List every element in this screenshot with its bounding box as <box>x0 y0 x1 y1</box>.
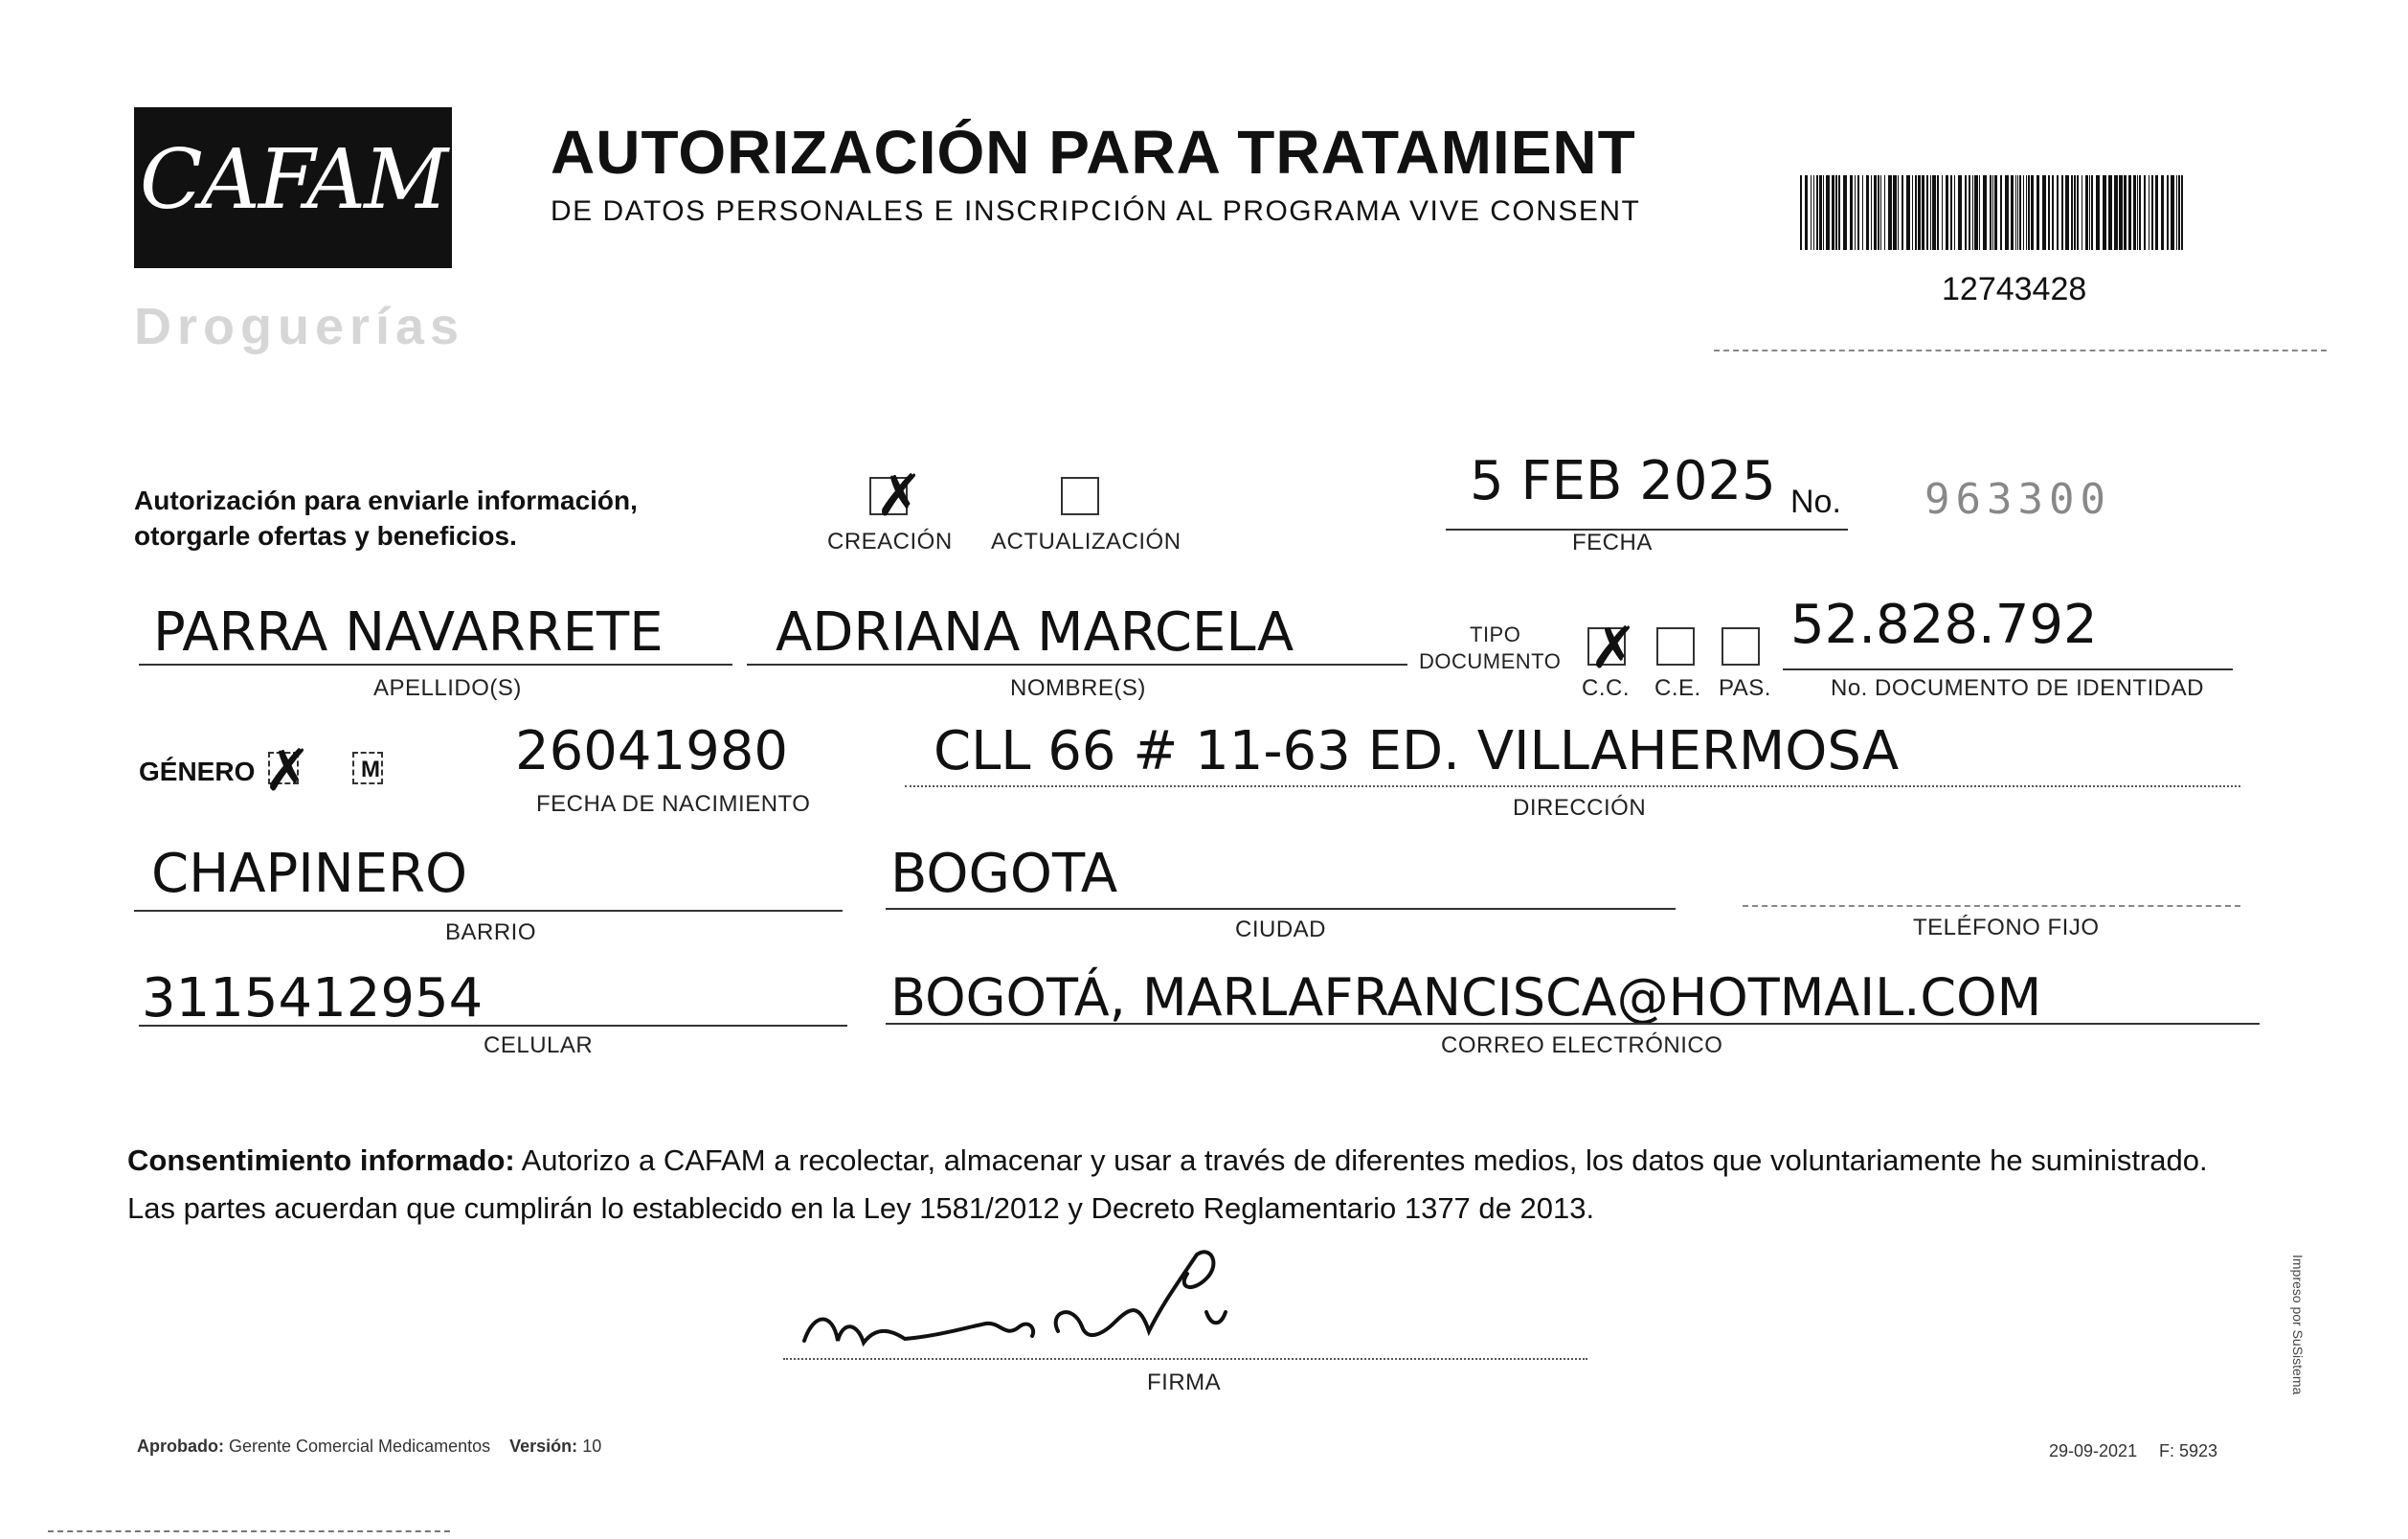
cc-check-mark: ✗ <box>1589 615 1638 682</box>
fecha-nacimiento-value: 26041980 <box>515 720 789 782</box>
nombres-label: NOMBRE(S) <box>1010 675 1146 701</box>
footer-approval <box>137 1437 601 1457</box>
consent-line2: Las partes acuerdan que cumplirán lo establecido en la Ley 1581/2012 y Decreto Reglamentario 1377 de 2013. <box>127 1191 1595 1225</box>
bottom-dashed-line <box>48 1530 450 1532</box>
signature-label: FIRMA <box>1147 1369 1222 1395</box>
footer-date: 29-09-2021 <box>2049 1441 2138 1460</box>
number-label: No. <box>1790 484 1841 520</box>
ce-label: C.E. <box>1654 675 1701 701</box>
correo-label: CORREO ELECTRÓNICO <box>1441 1032 1723 1058</box>
barrio-value: CHAPINERO <box>151 843 468 905</box>
consent-heading: Consentimiento informado: <box>127 1143 515 1177</box>
celular-line <box>139 1025 847 1027</box>
gender-f-check-mark: ✗ <box>263 737 312 804</box>
creation-label: CREACIÓN <box>827 529 953 554</box>
genero-label: GÉNERO <box>139 757 256 786</box>
correo-line <box>886 1023 2260 1025</box>
pas-checkbox[interactable] <box>1722 627 1760 666</box>
ce-checkbox[interactable] <box>1656 627 1695 666</box>
gender-m-label: M <box>361 757 380 782</box>
footer-form-code: F: 5923 <box>2159 1441 2218 1460</box>
documento-identidad-label: No. DOCUMENTO DE IDENTIDAD <box>1831 675 2204 701</box>
authorization-label-line2: otorgarle ofertas y beneficios. <box>134 521 517 551</box>
direccion-line <box>905 785 2240 787</box>
aprobado-label: Aprobado: <box>137 1437 224 1456</box>
form-number: 963300 <box>1924 475 2111 524</box>
fecha-nacimiento-label: FECHA DE NACIMIENTO <box>536 791 811 817</box>
ciudad-line <box>886 908 1676 910</box>
barrio-label: BARRIO <box>445 919 537 945</box>
nombres-value: ADRIANA MARCELA <box>776 601 1294 664</box>
consent-line1 <box>127 1136 2208 1186</box>
direccion-value: CLL 66 # 11-63 ED. VILLAHERMOSA <box>934 720 1900 782</box>
ciudad-value: BOGOTA <box>890 843 1118 905</box>
apellidos-label: APELLIDO(S) <box>373 675 522 701</box>
cc-label: C.C. <box>1582 675 1630 701</box>
documento-value: 52.828.792 <box>1790 594 2098 656</box>
telefono-label: TELÉFONO FIJO <box>1913 915 2100 940</box>
tipo-label: TIPO <box>1470 622 1521 646</box>
celular-label: CELULAR <box>484 1032 594 1058</box>
update-checkbox[interactable] <box>1061 477 1099 515</box>
header-dashed-line <box>1714 350 2327 351</box>
fecha-label: FECHA <box>1572 530 1653 555</box>
cafam-logo: CAFAM <box>139 132 447 228</box>
pas-label: PAS. <box>1719 675 1771 701</box>
apellidos-line <box>139 664 732 666</box>
consent-text-1: Autorizo a CAFAM a recolectar, almacenar y usar a través de diferentes medios, los datos que voluntariamente he suministrado. <box>521 1143 2208 1177</box>
apellidos-value: PARRA NAVARRETE <box>153 601 664 664</box>
creation-check-mark: ✗ <box>875 463 924 530</box>
documento-label: DOCUMENTO <box>1419 649 1562 673</box>
form-title: AUTORIZACIÓN PARA TRATAMIENT <box>551 118 1636 187</box>
fecha-value: 5 FEB 2025 <box>1470 450 1776 512</box>
documento-line <box>1783 668 2233 670</box>
nombres-line <box>747 664 1407 666</box>
update-label: ACTUALIZACIÓN <box>991 529 1181 554</box>
form-subtitle: DE DATOS PERSONALES E INSCRIPCIÓN AL PROGRAMA VIVE CONSENT <box>551 195 1641 227</box>
barrio-line <box>134 910 843 912</box>
printer-mark: Impreso por SuSistema <box>2290 1255 2306 1395</box>
direccion-label: DIRECCIÓN <box>1513 795 1647 821</box>
barcode-icon <box>1800 175 2183 250</box>
ciudad-label: CIUDAD <box>1235 917 1327 942</box>
version-label: Versión: <box>509 1437 578 1456</box>
version-value: 10 <box>582 1437 602 1456</box>
celular-value: 3115412954 <box>142 967 484 1030</box>
logo-subtitle: Droguerías <box>134 298 465 355</box>
aprobado-value: Gerente Comercial Medicamentos <box>229 1437 491 1456</box>
barcode-number: 12743428 <box>1942 271 2087 307</box>
telefono-line <box>1743 905 2240 907</box>
correo-value: BOGOTÁ, MARLAFRANCISCA@HOTMAIL.COM <box>890 967 2042 1028</box>
authorization-label-line1: Autorización para enviarle información, <box>134 486 638 515</box>
signature-line <box>783 1358 1587 1360</box>
